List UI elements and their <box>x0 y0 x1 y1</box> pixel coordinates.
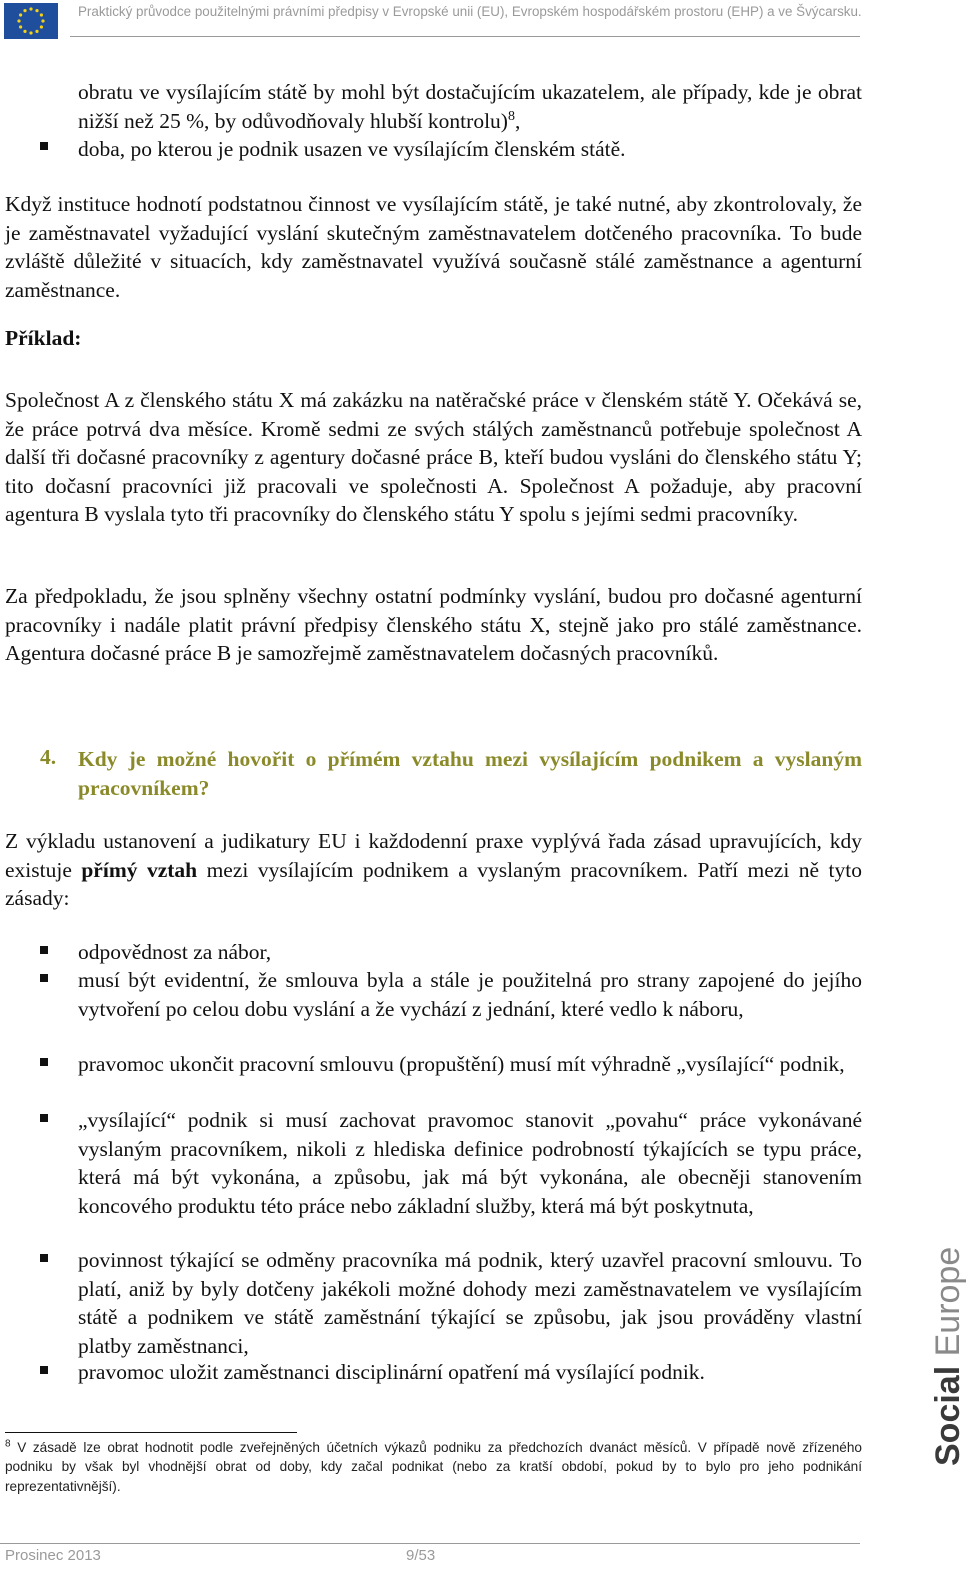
list-item: „vysílající“ podnik si musí zachovat pravomoc stanovit „povahu“ práce vykonávané vyslaným pracovníkem, nikoli z hlediska definice podrobností týkajících se typu práce, která má být vykonána, a způsobu, jak má být vykonána, ale obecněji stanovením koncového produktu této práce nebo základní služby, která má být poskytnuta, <box>78 1108 862 1218</box>
bullet-marker <box>40 1254 48 1262</box>
header-title: Praktický průvodce použitelnými právními předpisy v Evropské unii (EU), Evropském hospodářském prostoru (EHP) a ve Švýcarsku. <box>78 4 862 19</box>
paragraph-2: Společnost A z členského státu X má zakázku na natěračské práce v členském státě Y. Očekává se, že práce potrvá dva měsíce. Kromě sedmi ze svých stálých zaměstnanců potřebuje společnost A další tři dočasné pracovníky z agentury dočasné práce B, kteří budou vysláni do členského státu Y; tito dočasní pracovníci již pracovali ve společnosti A. Společnost A požaduje, aby pracovní agentura B vyslala tyto tři pracovníky do členského státu Y spolu s jejími sedmi pracovníky. <box>5 388 862 527</box>
footnote <box>5 1438 862 1496</box>
footnote-text: V zásadě lze obrat hodnotit podle zveřejněných účetních výkazů podniku za předchozích dvanáct měsíců. V případě nově zřízeného podniku by však byl vhodnější obrat od doby, kdy začal podnikat (nebo za kratší období, pokud by to bylo pro jeho podnikání reprezentativnější). <box>5 1440 862 1494</box>
header-divider <box>70 36 860 37</box>
bullet-marker <box>40 1058 48 1066</box>
logo-text <box>929 1247 968 1466</box>
paragraph-3: Za předpokladu, že jsou splněny všechny ostatní podmínky vyslání, budou pro dočasné agenturní pracovníky i nadále platit právní předpisy členského státu X, stejně jako pro stálé zaměstnance. Agentura dočasné práce B je samozřejmě zaměstnavatelem dočasných pracovníků. <box>5 584 862 666</box>
bullet-top-text: doba, po kterou je podnik usazen ve vysílajícím členském státě. <box>78 137 626 161</box>
bullet-marker <box>40 946 48 954</box>
bullet-marker <box>40 1366 48 1374</box>
page-header <box>0 0 960 45</box>
paragraph-4-bold: přímý vztah <box>81 857 198 882</box>
paragraph-4 <box>5 827 862 913</box>
social-europe-logo <box>893 1246 967 1466</box>
list-item: pravomoc ukončit pracovní smlouvu (propuštění) musí mít výhradně „vysílající“ podnik, <box>78 1052 845 1076</box>
continuation-body: obratu ve vysílajícím státě by mohl být dostačujícím ukazatelem, ale případy, kde je obrat nižší než 25 %, by odůvodňovaly hlubší kontrolu) <box>78 80 862 133</box>
footnote-number: 8 <box>5 1438 11 1450</box>
logo-strong: Social <box>929 1365 967 1466</box>
list-item: musí být evidentní, že smlouva byla a stále je použitelná pro strany zapojené do jejího vytvoření po celou dobu vyslání a že vychází z jednání, které vedlo k náboru, <box>78 968 862 1021</box>
bullet-marker <box>40 1114 48 1122</box>
paragraph-4-after: mezi vysílajícím podnikem a vyslaným pracovníkem. Patří mezi ně tyto zásady: <box>5 857 862 911</box>
footnote-reference: 8 <box>507 108 515 124</box>
section-title: Kdy je možné hovořit o přímém vztahu mezi vysílajícím podnikem a vyslaným pracovníkem? <box>78 747 862 800</box>
footer-divider <box>0 1543 860 1544</box>
bullet-marker <box>40 142 48 150</box>
continuation-text <box>78 78 862 135</box>
example-heading: Příklad: <box>5 326 82 350</box>
footnote-divider <box>5 1432 297 1433</box>
logo-light: Europe <box>929 1246 967 1366</box>
eu-flag-icon <box>4 3 58 39</box>
paragraph-1: Když instituce hodnotí podstatnou činnost ve vysílajícím státě, je také nutné, aby zkontrolovaly, že je zaměstnavatel vyžadující vyslání skutečným zaměstnavatelem dotčeného pracovníka. To bude zvláště důležité v situacích, kdy zaměstnavatel využívá současně stálé zaměstnance a agenturní zaměstnance. <box>5 192 862 302</box>
page-number: 9/53 <box>406 1547 436 1564</box>
paragraph-4-before: Z výkladu ustanovení a judikatury EU i každodenní praxe vyplývá řada zásad upravujících, kdy existuje <box>5 829 862 882</box>
continuation-trail: , <box>514 108 521 133</box>
list-item: povinnost týkající se odměny pracovníka má podnik, který uzavřel pracovní smlouvu. To platí, aniž by byly dotčeny jakékoli možné dohody mezi zaměstnavatelem ve vysílajícím státě a podnikem ve státě zaměstnání týkající se způsobu, jak jsou prováděny vlastní platby zaměstnanci, <box>78 1248 862 1358</box>
bullet-marker <box>40 974 48 982</box>
list-item: odpovědnost za nábor, <box>78 940 272 964</box>
footer-date: Prosinec 2013 <box>5 1547 101 1564</box>
section-number: 4. <box>40 745 57 769</box>
list-item: pravomoc uložit zaměstnanci disciplinární opatření má vysílající podnik. <box>78 1360 705 1384</box>
